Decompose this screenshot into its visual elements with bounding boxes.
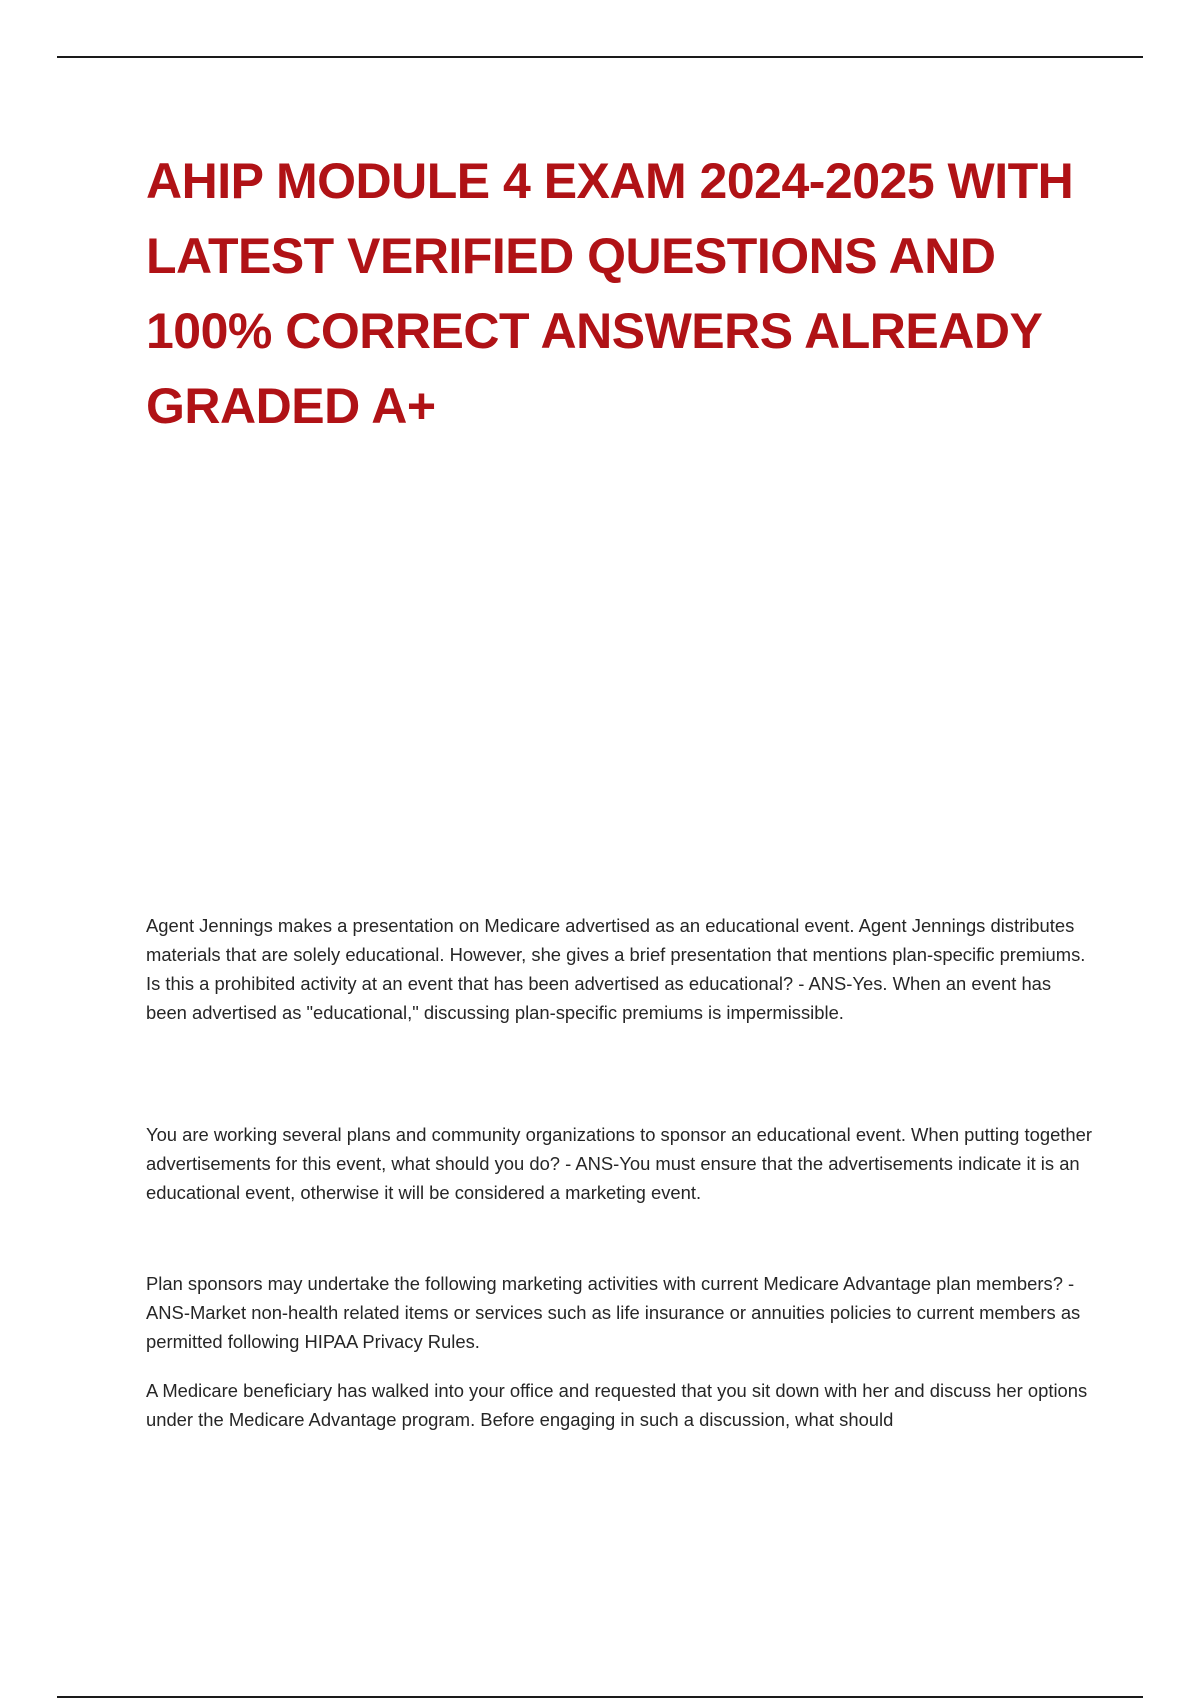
qa-item-3: Plan sponsors may undertake the following marketing activities with current Medicare Advantage plan members? - ANS-Market non-health related items or services such as life insurance or annuities policies to current members as permitted following HIPAA Privacy Rules. bbox=[146, 1273, 1081, 1352]
qa-item-2: You are working several plans and community organizations to sponsor an educational event. When putting together advertisements for this event, what should you do? - ANS-You must ensure that the advertisements indicate it is an educational event, otherwise it will be considered a marketing event. bbox=[146, 1124, 1092, 1203]
document-title: AHIP MODULE 4 EXAM 2024-2025 WITH LATEST VERIFIED QUESTIONS AND 100% CORRECT ANSWERS ALREADY GRADED A+ bbox=[146, 153, 1074, 434]
header-rule bbox=[57, 56, 1143, 58]
qa-item-4: A Medicare beneficiary has walked into your office and requested that you sit down with her and discuss her options under the Medicare Advantage program. Before engaging in such a discussion, what should bbox=[146, 1380, 1088, 1430]
footer-rule bbox=[57, 1696, 1143, 1698]
qa-item-1: Agent Jennings makes a presentation on Medicare advertised as an educational event. Agent Jennings distributes materials that are solely educational. However, she gives a brief presentation that mentions plan-specific premiums. Is this a prohibited activity at an event that has been advertised as educational? - ANS-Yes. When an event has been advertised as "educational," discussing plan-specific premiums is impermissible. bbox=[146, 915, 1086, 1023]
